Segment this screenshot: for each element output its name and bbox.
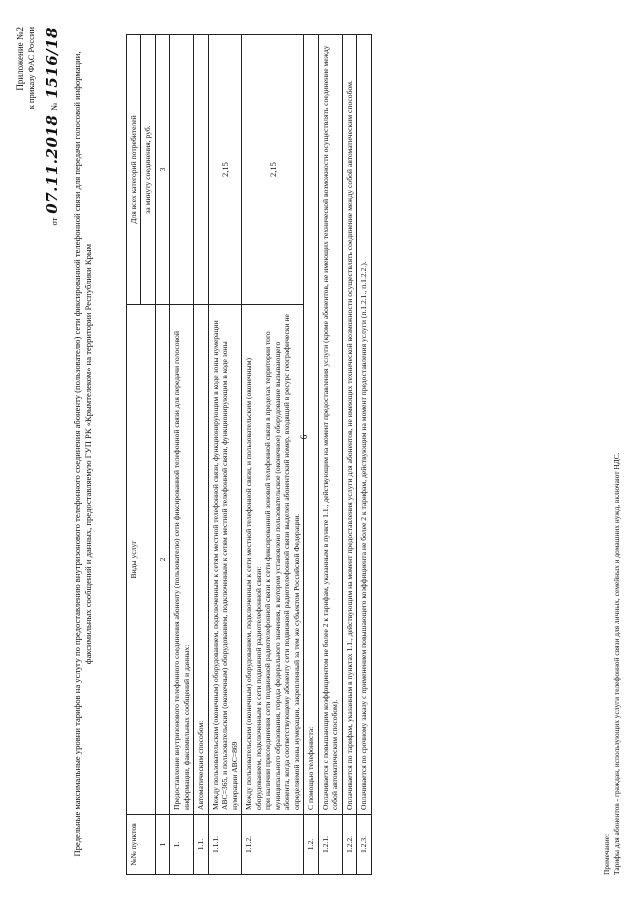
row-number: 1.2. <box>304 815 318 875</box>
row-price: 2,15 <box>208 35 241 305</box>
row-text: Оплачивается по срочному заказу с применением повышающего коэффициента не более 2 к тарифам, действующим на момент предоставления услуги (п.1.2.1., п.1.2.2.). <box>357 35 371 815</box>
row-text-block <box>242 305 304 815</box>
row-text: Оплачивается по тарифам, указанным в пунктах 1.1., действующим на момент предоставления услуги для абонентов, не имеющих технической возможности осуществлять соединение между собой автоматическим способом. <box>342 35 356 815</box>
row-text: Между пользовательским (оконечным) оборудованием, подключенным к сетям местной телефонной связи, функционирующим в коде зоны нумерации АВС=365, и пользовательским (оконечным) оборудованием, подключенным к сетям местной телефонной связи, функционирующим в коде зоны нумерации АВС=869 <box>208 305 241 815</box>
row-price: 2,15 <box>242 35 304 305</box>
notes-text: Тарифы для абонентов - граждан, использующих услуги телефонной связи для личных, семейных и домашних нужд, включают НДС. <box>611 452 621 875</box>
row-number: 1.1.2. <box>242 815 304 875</box>
row-price-empty <box>194 35 208 305</box>
row-text: Автоматическим способом: <box>194 305 208 815</box>
row-number: 1. <box>170 815 194 875</box>
header-services: Виды услуг <box>127 305 156 815</box>
rotated-document-sheet <box>8 15 628 897</box>
header-price-top: Для всех категорий потребителей <box>127 35 141 305</box>
row-number: 1.2.3. <box>357 815 371 875</box>
column-index-row <box>155 35 169 875</box>
row-price-empty <box>170 35 194 305</box>
row-number: 1.1.1. <box>208 815 241 875</box>
row-text: Предоставление внутризонового телефонного соединения абоненту (пользователю) сети фиксированной телефонной связи для передачи голосовой информации, факсимильных сообщений и данных: <box>170 305 194 815</box>
document-title: Предельные максимальные уровни тарифов на услугу по предоставлению внутризонового телефонного соединения абоненту (пользователю) сети фиксированной телефонной связи для передачи голосовой информации, факсимильных сообщений и данных, предоставляемую ГУП РК «Крымтелеком» на территории Республики Крым <box>72 51 94 857</box>
appendix-block <box>14 27 62 287</box>
notes-block <box>602 35 621 875</box>
table-row <box>208 35 241 875</box>
table-row <box>342 35 356 875</box>
table-row <box>304 35 318 875</box>
appendix-order-ref: к приказу ФАС России <box>26 27 37 110</box>
handwritten-number: 1516/18 <box>42 27 61 99</box>
notes-label: Примечание: <box>602 833 611 875</box>
handwritten-date: 07.11.2018 <box>42 114 61 214</box>
table-row <box>357 35 371 875</box>
number-label: № <box>48 102 59 111</box>
from-label: от <box>48 217 59 226</box>
row-text: Между пользовательским (оконечным) оборудованием, подключенным к сети местной телефонной связи, и пользовательским (оконечным) оборудованием, подключенным к сети подвижной радиотелефонной связи: <box>244 358 263 810</box>
appendix-title: Приложение №2 <box>15 27 25 91</box>
row-text-detail: при наличии присоединения сети подвижной радиотелефонной связи к сети фиксированной зоновой телефонной связи в пределах территории того муниципального образования, города федерального значения, в котором установлено пользовательское (оконечное) оборудование вызывающего абонента, когда соответствующему абоненту сети подвижной радиотелефонной связи выделен абонентский номер, входящий в ресурс географически не определяемой зоны нумерации, закрепленный за тем же субъектом Российской Федерации. <box>263 314 301 810</box>
row-number: 1.1. <box>194 815 208 875</box>
column-index: 3 <box>155 35 169 305</box>
appendix-date-number-line <box>42 27 62 287</box>
table-row <box>318 35 342 875</box>
column-index: 2 <box>155 305 169 815</box>
row-number: 1.2.1. <box>318 815 342 875</box>
column-index: 1 <box>155 815 169 875</box>
table-row <box>194 35 208 875</box>
header-price-bottom: за минуту соединения, руб. <box>141 35 155 305</box>
page-number: 6 <box>299 434 309 440</box>
header-number: №№ пунктов <box>127 815 156 875</box>
row-number: 1.2.2. <box>342 815 356 875</box>
row-text: Оплачивается с повышающим коэффициентом не более 2 к тарифам, указанным в пункте 1.1., действующим на момент предоставления услуги (кроме абонентов, не имеющих технической возможности осуществлять соединение между собой автоматическим способом). <box>318 35 342 815</box>
table-row <box>242 35 304 875</box>
table-row <box>170 35 194 875</box>
row-text: С помощью телефониста: <box>304 35 318 815</box>
table-header-row <box>127 35 141 875</box>
tariff-table <box>126 34 372 875</box>
